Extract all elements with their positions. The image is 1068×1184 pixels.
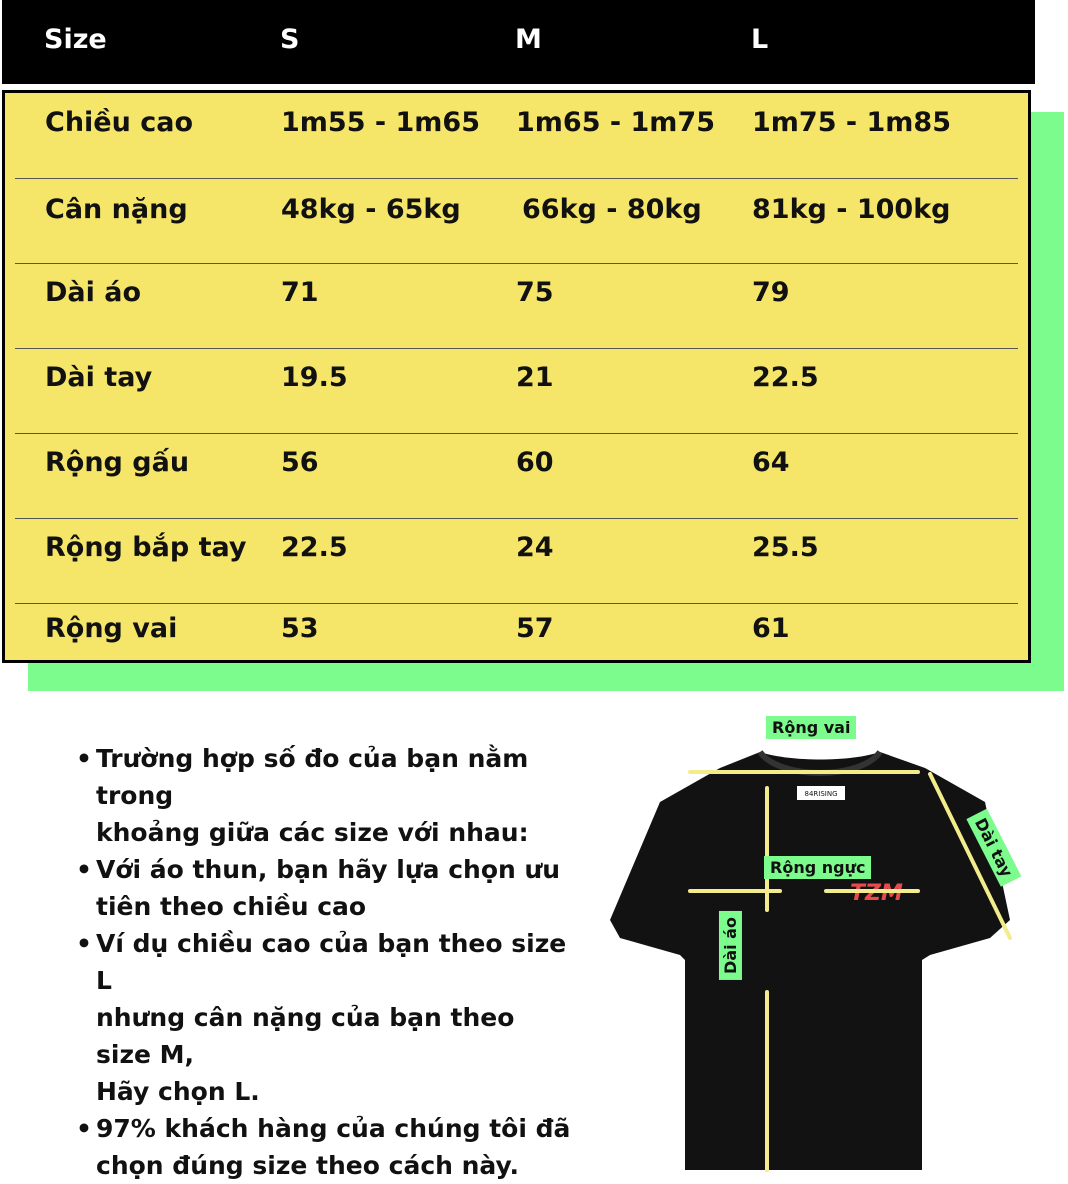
- note-item: [74, 1110, 574, 1184]
- table-row: [15, 348, 1018, 434]
- cell-m: 21: [516, 362, 554, 393]
- row-label: Dài áo: [45, 277, 142, 308]
- size-header-bar: [2, 0, 1035, 84]
- note-line: nhưng cân nặng của bạn theo size M,: [96, 1003, 515, 1069]
- cell-l: 61: [752, 613, 790, 644]
- row-label: Cân nặng: [45, 194, 188, 225]
- cell-l: 64: [752, 447, 790, 478]
- shirt-logo: TZM: [850, 881, 903, 906]
- note-item: [74, 851, 574, 925]
- cell-s: 22.5: [281, 532, 348, 563]
- cell-m: 75: [516, 277, 554, 308]
- size-notes: [74, 740, 574, 1184]
- label-shoulder: Rộng vai: [766, 716, 856, 739]
- header-s: S: [280, 24, 300, 55]
- label-chest: Rộng ngực: [764, 856, 871, 879]
- note-line: tiên theo chiều cao: [96, 892, 367, 921]
- table-row: [15, 518, 1018, 604]
- cell-m: 24: [516, 532, 554, 563]
- row-label: Rộng gấu: [45, 447, 190, 478]
- tshirt-icon: [600, 710, 1040, 1180]
- table-row: [15, 263, 1018, 349]
- header-m: M: [515, 24, 542, 55]
- label-sleeve: Dài tay: [966, 809, 1021, 887]
- table-row: [15, 433, 1018, 519]
- header-size: Size: [44, 24, 107, 55]
- note-line: Trường hợp số đo của bạn nằm trong: [96, 744, 529, 810]
- bullet-icon: •: [76, 929, 92, 958]
- cell-m: 66kg - 80kg: [522, 194, 702, 225]
- note-line: Hãy chọn L.: [96, 1077, 260, 1106]
- table-row: [15, 178, 1018, 264]
- cell-l: 81kg - 100kg: [752, 194, 951, 225]
- row-label: Chiều cao: [45, 107, 193, 138]
- cell-m: 57: [516, 613, 554, 644]
- neck-tag-text: 84RISING: [804, 790, 838, 798]
- note-line: chọn đúng size theo cách này.: [96, 1151, 520, 1180]
- cell-l: 79: [752, 277, 790, 308]
- cell-s: 19.5: [281, 362, 348, 393]
- bullet-icon: •: [76, 1114, 92, 1143]
- row-label: Rộng bắp tay: [45, 532, 247, 563]
- note-line: khoảng giữa các size với nhau:: [96, 818, 529, 847]
- bullet-icon: •: [76, 744, 92, 773]
- note-item: [74, 740, 574, 851]
- bullet-icon: •: [76, 855, 92, 884]
- note-line: Với áo thun, bạn hãy lựa chọn ưu: [96, 855, 561, 884]
- cell-s: 71: [281, 277, 319, 308]
- cell-l: 1m75 - 1m85: [752, 107, 951, 138]
- row-label: Rộng vai: [45, 613, 178, 644]
- cell-s: 1m55 - 1m65: [281, 107, 480, 138]
- cell-l: 25.5: [752, 532, 819, 563]
- cell-l: 22.5: [752, 362, 819, 393]
- tshirt-diagram: [600, 710, 1040, 1180]
- row-label: Dài tay: [45, 362, 153, 393]
- size-table: [2, 90, 1031, 663]
- cell-s: 56: [281, 447, 319, 478]
- label-length: Dài áo: [719, 911, 742, 980]
- note-item: [74, 925, 574, 1110]
- cell-s: 48kg - 65kg: [281, 194, 461, 225]
- table-row: [15, 93, 1018, 179]
- cell-m: 60: [516, 447, 554, 478]
- cell-m: 1m65 - 1m75: [516, 107, 715, 138]
- note-line: 97% khách hàng của chúng tôi đã: [96, 1114, 571, 1143]
- cell-s: 53: [281, 613, 319, 644]
- table-row: [15, 603, 1018, 688]
- header-l: L: [751, 24, 769, 55]
- note-line: Ví dụ chiều cao của bạn theo size L: [96, 929, 567, 995]
